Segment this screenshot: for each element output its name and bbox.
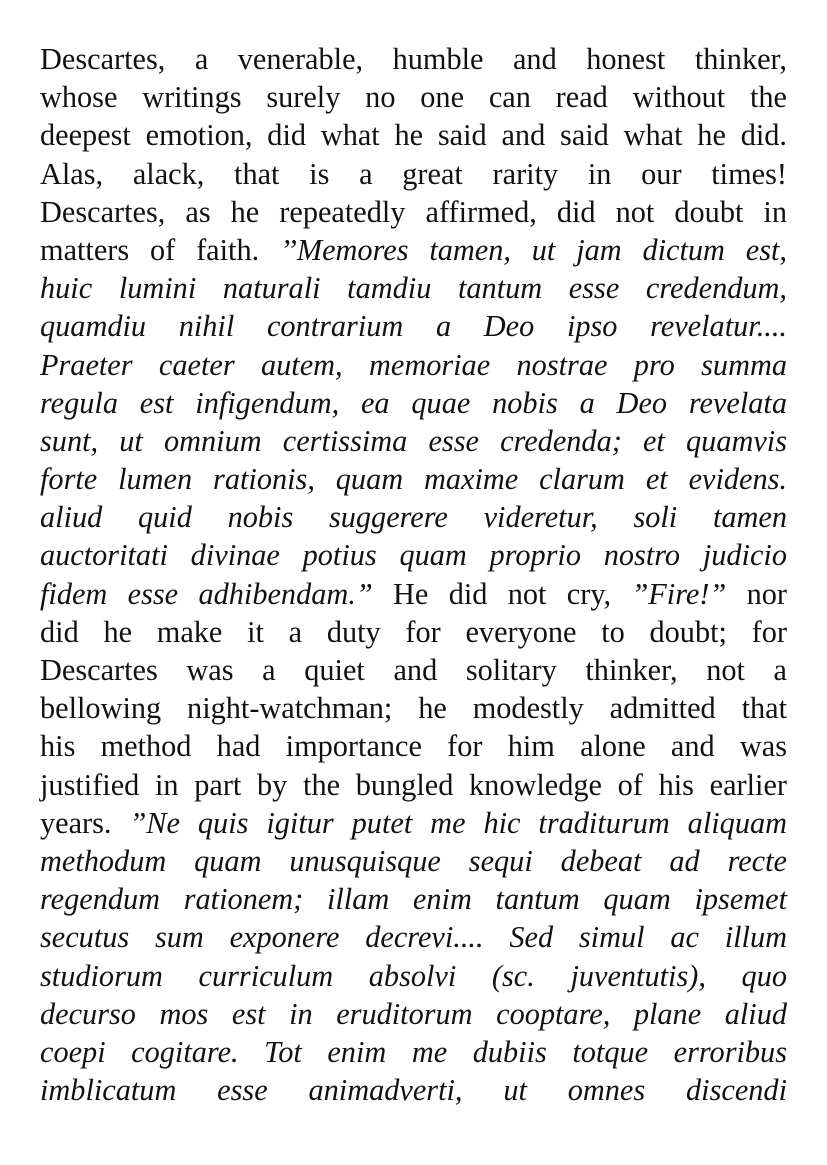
document-page	[40, 40, 787, 1109]
text-line	[40, 269, 787, 307]
text-line	[40, 536, 787, 574]
text-line	[40, 842, 787, 880]
text-line	[40, 1033, 787, 1071]
text-line: matters of faith. ’’Memores tamen, ut jam dictum est,	[40, 232, 788, 267]
latin-quote: aliud quid nobis suggerere videretur, soli tamen	[40, 500, 787, 535]
text-line	[40, 918, 787, 956]
latin-quote: sunt, ut omnium certissima esse credenda; et quamvis	[40, 423, 787, 458]
text-line	[40, 995, 787, 1033]
text-line	[40, 346, 787, 384]
latin-quote: regendum rationem; illam enim tantum quam ipsemet	[40, 882, 787, 917]
latin-quote: ”Ne quis igitur putet me hic traditurum aliquam	[129, 805, 787, 840]
fire-quote: ”Fire!”	[631, 576, 727, 611]
text-line: fidem esse adhibendam.” He did not cry, ”Fire!” nor	[40, 576, 788, 611]
text-line	[40, 307, 787, 345]
text-line: justified in part by the bungled knowledge of his earlier	[40, 767, 787, 802]
text-line: Descartes, a venerable, humble and honest thinker,	[40, 42, 787, 76]
text-line	[40, 460, 787, 498]
text-line: Descartes was a quiet and solitary thinker, not a	[40, 653, 787, 687]
latin-quote: fidem esse adhibendam.”	[40, 576, 373, 611]
latin-quote: studiorum curriculum absolvi (sc. juventutis), quo	[40, 958, 787, 993]
text-line: deepest emotion, did what he said and said what he did.	[40, 118, 787, 153]
latin-quote: Praeter caeter autem, memoriae nostrae pro summa	[40, 347, 787, 382]
text-line: years. ”Ne quis igitur putet me hic traditurum aliquam	[40, 805, 787, 840]
text-line: whose writings surely no one can read without the	[40, 80, 787, 115]
text-line	[40, 1071, 787, 1109]
latin-quote: methodum quam unusquisque sequi debeat ad recte	[40, 843, 787, 878]
latin-quote: forte lumen rationis, quam maxime clarum et evidens.	[40, 462, 787, 497]
text-line	[40, 498, 787, 536]
text-line: his method had importance for him alone and was	[40, 729, 787, 764]
latin-quote: auctoritati divinae potius quam proprio nostro judicio	[40, 538, 787, 573]
latin-quote: imblicatum esse animadverti, ut omnes discendi	[40, 1073, 787, 1108]
text-line	[40, 880, 787, 918]
latin-quote: regula est infigendum, ea quae nobis a Deo revelata	[40, 385, 787, 420]
latin-quote: secutus sum exponere decrevi.... Sed simul ac illum	[40, 920, 787, 955]
latin-quote: huic lumini naturali tamdiu tantum esse credendum,	[40, 271, 787, 306]
text-line	[40, 384, 787, 422]
text-line: did he make it a duty for everyone to doubt; for	[40, 614, 787, 649]
latin-quote: decurso mos est in eruditorum cooptare, plane aliud	[40, 996, 787, 1031]
text-line	[40, 957, 787, 995]
text-line	[40, 422, 787, 460]
latin-quote: quamdiu nihil contrarium a Deo ipso revelatur....	[40, 309, 787, 344]
text-line: Descartes, as he repeatedly affirmed, did not doubt in	[40, 194, 787, 229]
latin-quote: coepi cogitare. Tot enim me dubiis totque erroribus	[40, 1034, 787, 1069]
text-line: bellowing night-watchman; he modestly admitted that	[40, 691, 787, 726]
text-line: Alas, alack, that is a great rarity in our times!	[40, 156, 787, 191]
latin-quote: ’’Memores tamen, ut jam dictum est,	[280, 232, 788, 267]
